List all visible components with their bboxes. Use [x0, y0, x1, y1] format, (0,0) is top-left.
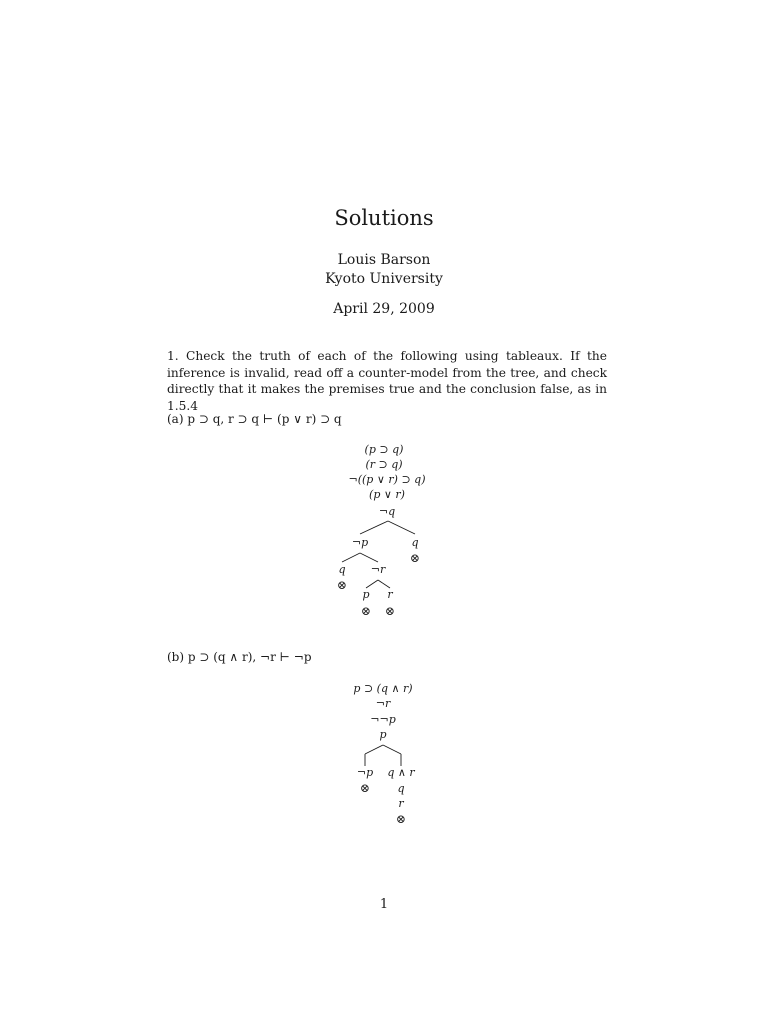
tableau-b-trunk-2: ¬r — [375, 697, 391, 710]
tableau-b-trunk-1: p ⊃ (q ∧ r) — [353, 682, 413, 695]
tableau-b-right-q: q — [397, 782, 405, 795]
tableau-b-branch-left: ¬p — [356, 766, 374, 779]
problem-b-label: (b) p ⊃ (q ∧ r), ¬r ⊢ ¬p — [167, 650, 312, 664]
paper-date: April 29, 2009 — [333, 301, 435, 317]
tableau-a-trunk-1: (p ⊃ q) — [364, 443, 404, 456]
tableau-a-sub-left: q — [338, 563, 346, 576]
page-number: 1 — [379, 897, 389, 912]
tableau-a-trunk-5: ¬q — [378, 505, 396, 518]
paper-title: Solutions — [334, 206, 434, 230]
tableau-a-trunk-3: ¬((p ∨ r) ⊃ q) — [348, 473, 426, 486]
tableau-a-leaf-p: p — [362, 588, 370, 601]
tableau-a-trunk-4: (p ∨ r) — [369, 488, 405, 501]
tableau-a-edge-leaf-left — [366, 580, 378, 588]
tableau-a-edge-main-left — [360, 521, 388, 534]
tableau-a-closed-right: ⊗ — [409, 551, 421, 565]
tableau-b-branch-right: q ∧ r — [387, 766, 415, 779]
tableau-a-branch-right: q — [411, 536, 419, 549]
tableau-a-leaf-p-closed: ⊗ — [360, 604, 372, 618]
author-affiliation: Kyoto University — [325, 271, 443, 287]
tableau-a-sub-right: ¬r — [370, 563, 386, 576]
problem-a-label: (a) p ⊃ q, r ⊃ q ⊢ (p ∨ r) ⊃ q — [167, 412, 342, 426]
tableau-b-right-closed: ⊗ — [395, 812, 407, 826]
tableau-b-right-r: r — [398, 797, 404, 810]
tableau-a-leaf-r: r — [387, 588, 393, 601]
tableau-a-edge-leaf-right — [378, 580, 390, 588]
tableau-b-trunk-3: ¬¬p — [370, 713, 396, 726]
tableau-a-branch-left: ¬p — [351, 536, 369, 549]
tableau-a-edge-main-right — [388, 521, 415, 534]
tableau-b-edge-right — [383, 745, 401, 754]
author-name: Louis Barson — [337, 252, 431, 268]
tableau-a-sub-left-closed: ⊗ — [336, 578, 348, 592]
exercise-instructions: 1. Check the truth of each of the following using tableaux. If the inference is invalid, read off a counter-model from the tree, and check directly that it makes the premises true and the conclusion false, as in 1.5.4 — [167, 349, 607, 413]
tableau-b-branch-left-closed: ⊗ — [359, 781, 371, 795]
tableau-a-edge-sub-left — [342, 553, 360, 562]
tableau-a-edge-sub-right — [360, 553, 378, 562]
tableau-a-leaf-r-closed: ⊗ — [384, 604, 396, 618]
tableau-b-edge-left — [365, 745, 383, 754]
tableau-a-trunk-2: (r ⊃ q) — [365, 458, 403, 471]
tableau-b-trunk-4: p — [379, 728, 387, 741]
